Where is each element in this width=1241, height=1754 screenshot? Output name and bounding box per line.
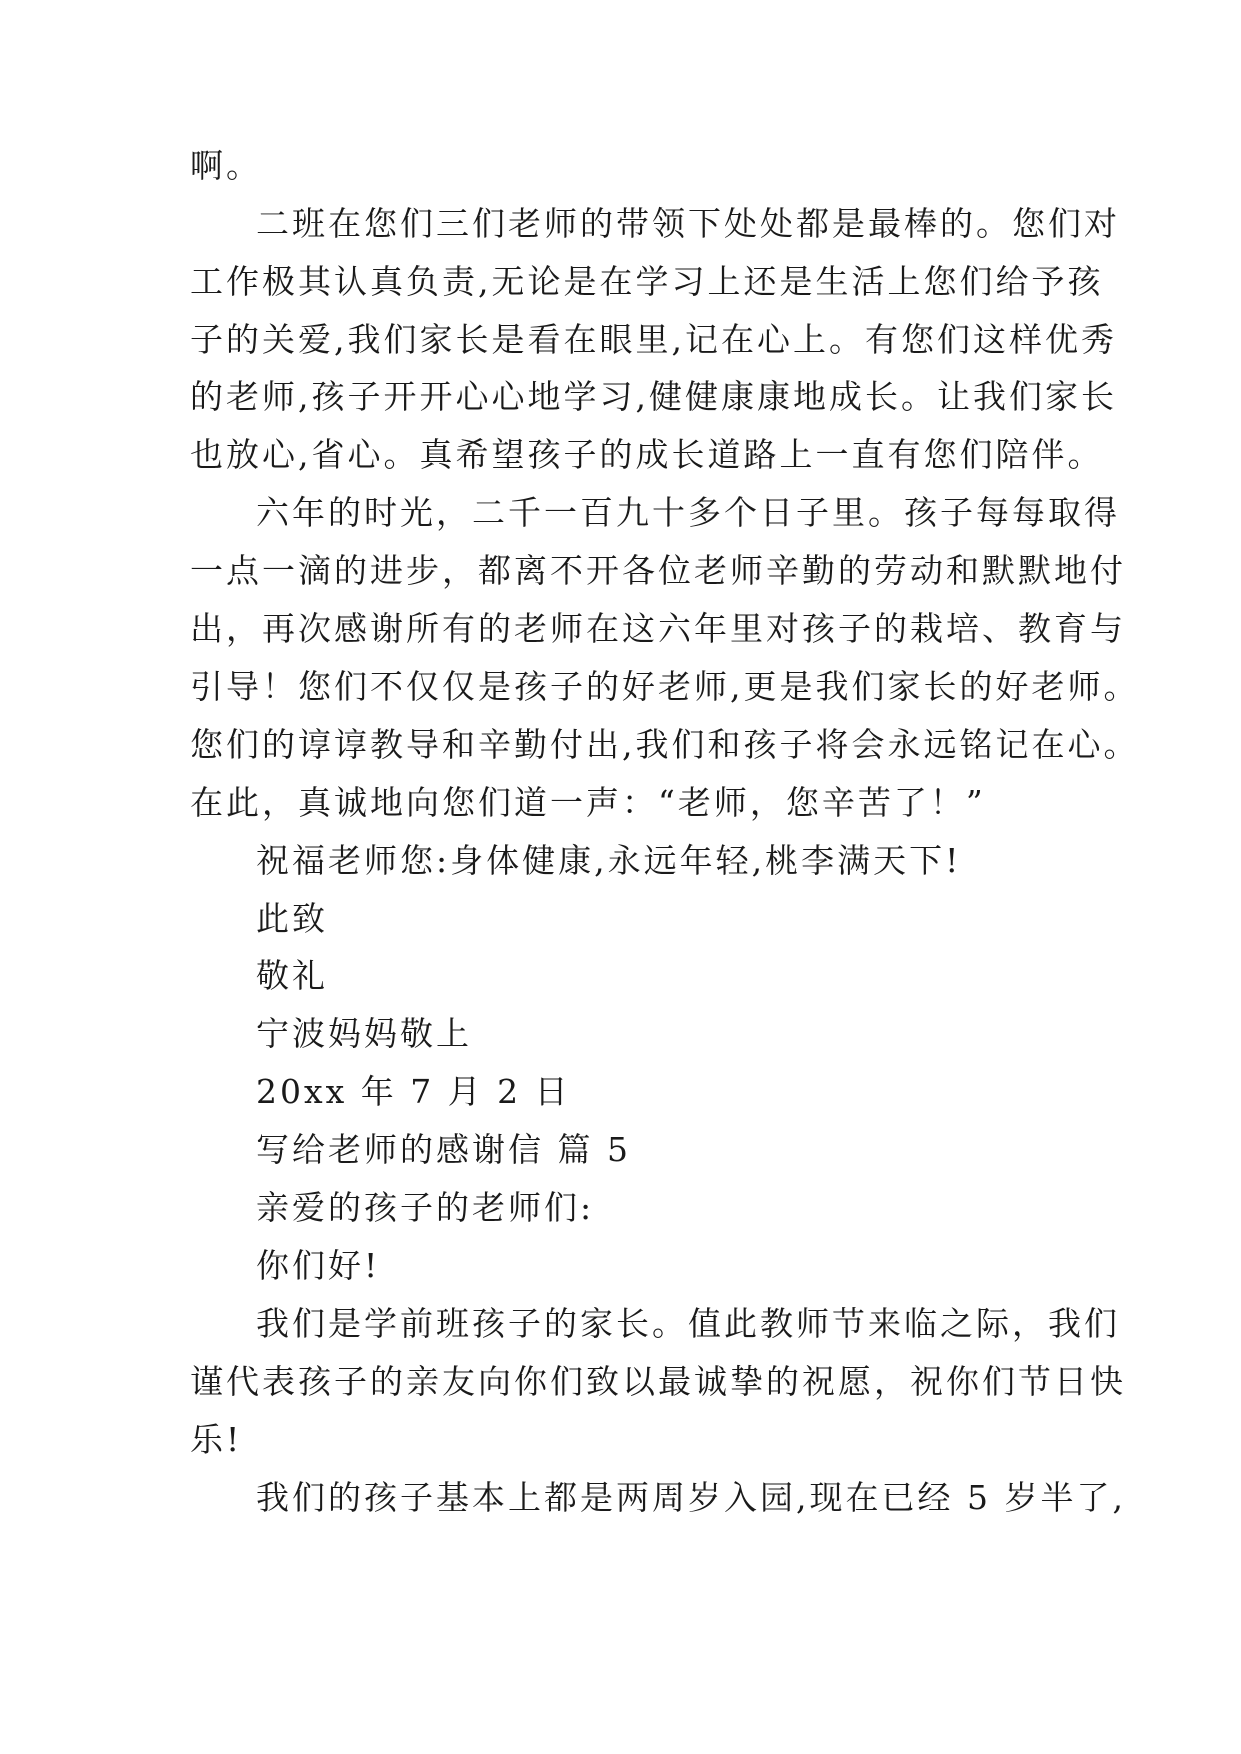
text-line: 一点一滴的进步，都离不开各位老师辛勤的劳动和默默地付 bbox=[190, 551, 1126, 590]
greeting-line: 你们好! bbox=[256, 1246, 381, 1285]
blessing-line: 祝福老师您:身体健康,永远年轻,桃李满天下! bbox=[256, 841, 962, 880]
text-line: 在此，真诚地向您们道一声：“老师，您辛苦了！” bbox=[190, 783, 986, 822]
closing-line: 此致 bbox=[256, 899, 328, 938]
salute-line: 敬礼 bbox=[256, 956, 328, 995]
paragraph-start-line: 我们是学前班孩子的家长。值此教师节来临之际，我们 bbox=[256, 1304, 1120, 1343]
signature-line: 宁波妈妈敬上 bbox=[256, 1014, 472, 1053]
text-line: 工作极其认真负责,无论是在学习上还是生活上您们给予孩 bbox=[190, 262, 1104, 301]
text-line: 谨代表孩子的亲友向你们致以最诚挚的祝愿，祝你们节日快 bbox=[190, 1362, 1126, 1401]
salutation-line: 亲爱的孩子的老师们: bbox=[256, 1188, 595, 1227]
text-line: 啊。 bbox=[190, 146, 262, 185]
text-line: 您们的谆谆教导和辛勤付出,我们和孩子将会永远铭记在心。 bbox=[190, 725, 1140, 764]
paragraph-start-line: 二班在您们三们老师的带领下处处都是最棒的。您们对 bbox=[256, 204, 1120, 243]
text-line: 出，再次感谢所有的老师在这六年里对孩子的栽培、教育与 bbox=[190, 609, 1126, 648]
paragraph-start-line: 我们的孩子基本上都是两周岁入园,现在已经 5 岁半了, bbox=[256, 1478, 1126, 1517]
text-line: 乐! bbox=[190, 1420, 243, 1459]
paragraph-start-line: 六年的时光，二千一百九十多个日子里。孩子每每取得 bbox=[256, 493, 1120, 532]
text-line: 引导！您们不仅仅是孩子的好老师,更是我们家长的好老师。 bbox=[190, 667, 1140, 706]
text-line: 也放心,省心。真希望孩子的成长道路上一直有您们陪伴。 bbox=[190, 435, 1104, 474]
section-title: 写给老师的感谢信 篇 5 bbox=[256, 1130, 631, 1169]
text-line: 子的关爱,我们家长是看在眼里,记在心上。有您们这样优秀 bbox=[190, 320, 1117, 359]
text-line: 的老师,孩子开开心心地学习,健健康康地成长。让我们家长 bbox=[190, 377, 1117, 416]
date-line: 20xx 年 7 月 2 日 bbox=[256, 1072, 571, 1111]
